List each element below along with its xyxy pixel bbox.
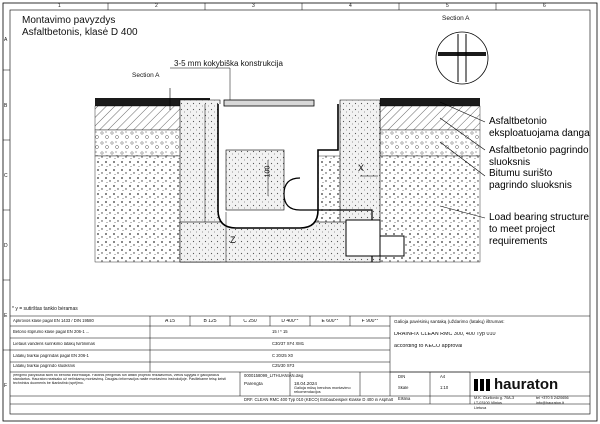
load-class-row-label: Apkrovos klasė pagal EN 1433 / DIN 19580: [13, 319, 94, 323]
load-class-b125: B 125: [203, 319, 217, 324]
load-class-d400: D 400**: [281, 319, 299, 324]
spec-row-4-value: C25/30 XF3: [272, 364, 295, 368]
brand-name: hauraton: [494, 376, 559, 393]
load-class-c250: C 250: [243, 319, 257, 324]
layer-label-bitumen-base: Bitumu surišto pagrindo sluoksnis: [489, 168, 572, 191]
brand-address-2: LT-03100 Vilnius: [474, 401, 502, 405]
spec-row-3-label: Latakų tvarkai pagrindas pagal EN 206-1: [13, 354, 89, 358]
border-marker-side-c: C: [4, 173, 8, 179]
scale-value: 1:10: [440, 386, 449, 390]
hauraton-mark-icon: [472, 377, 494, 393]
spec-row-4-label: Latakų tvarkai pagrindo sluoksnis: [13, 364, 75, 368]
asphalt-layer-right: [380, 98, 480, 106]
load-class-a15: A 15: [164, 319, 175, 324]
grate: [224, 100, 314, 106]
load-class-e600: E 600**: [321, 319, 339, 324]
dimension-x-label: X: [358, 163, 365, 173]
border-marker-side-a: A: [4, 37, 8, 43]
prepared-date: 18.04.2024: [294, 381, 317, 386]
din-value: A4: [440, 375, 446, 379]
cross-section: [95, 68, 480, 262]
brand-address-1: M.K. Čiurlionio g. 70A-3: [474, 396, 515, 400]
edition-label: Elšlina: [398, 397, 411, 401]
spec-row-1-value: 15 / * 15: [272, 330, 288, 334]
border-marker-side-d: D: [4, 243, 8, 249]
title-line-2: Asfaltbetonis, klasė D 400: [22, 27, 138, 38]
spec-row-2-value: C30/37 XF4 XM1: [272, 342, 305, 346]
spec-row-1-label: Betono stiprumo klasė pagal EN 206-1 ...: [13, 330, 90, 334]
section-label-main: Section A: [132, 72, 160, 79]
validity-note: Galioja mūsų bendros montavimo rekomendacijos: [294, 386, 351, 395]
footer-title: DRF. CLEAN RMC 400 Typ 010 (KECO) Einbaubeispiel Klasse D 400 in Asphalt: [244, 398, 393, 402]
product-number: 0000158099_LITHUANIAN.dwg: [244, 374, 304, 378]
title-line-1: Montavimo pavyzdys: [22, 15, 116, 26]
product-line-2: according to KECO approval: [394, 344, 463, 349]
product-line-1: DRAINFIX CLEAN RMC 300, 400 Typ 010: [394, 332, 496, 337]
filter-substrate: [226, 150, 284, 210]
section-label-detail: Section A: [442, 15, 470, 22]
disclaimer: Įrengimo pavyzdžiai skirti tik bendrai informacijai. Faktinis įrengimas turi atitikti projekto reikalavimus, vietos sąlygas ir galiojančius standartus. Hauraton neatsako už netinkamą montavimą. Daugiau informacijos rasite montavimo instrukcijoje. Pasiliekame teisę keisti techninius duomenis be išankstinio įspėjimo.: [13, 374, 226, 385]
border-marker-top-1: 1: [58, 3, 61, 9]
dimension-depth-value: 100: [264, 165, 272, 178]
dimension-z-label: Z: [230, 235, 236, 245]
brand-email[interactable]: info@hauraton.lt: [536, 401, 564, 405]
hauraton-logo: [472, 374, 588, 396]
border-marker-top-6: 6: [543, 3, 546, 9]
border-marker-top-2: 2: [155, 3, 158, 9]
border-marker-side-e: E: [4, 313, 8, 319]
prepared-label: Parengta: [244, 381, 263, 386]
layer-label-load-bearing: Load bearing structure to meet project requirements: [489, 212, 590, 247]
border-marker-side-b: B: [4, 103, 8, 109]
construction-note: 3-5 mm kokybiška konstrukcija: [174, 59, 283, 68]
project-header: Galioja pavėsinių santaką (uždarimo (latakų) ištrumas:: [394, 319, 505, 324]
spec-row-3-value: C 20/25 X0: [272, 354, 293, 358]
load-class-f900: F 900**: [361, 319, 379, 324]
footnote: * y = sutirštas tankio bėramas: [12, 306, 78, 312]
layer-label-asphalt-base: Asfaltbetonio pagrindo sluoksnis: [489, 145, 589, 168]
din-label: DIN: [398, 375, 406, 379]
asphalt-base-right: [380, 106, 480, 130]
border-marker-top-4: 4: [349, 3, 352, 9]
brand-phone: tel +370 5 2420656: [536, 396, 569, 400]
section-detail: [436, 32, 488, 84]
brand-address-3: Lietuva: [474, 406, 487, 410]
scale-label: Skalė: [398, 386, 409, 390]
bitumen-base-right: [380, 130, 480, 156]
spec-row-2-label: Lietaus vandens surinkimo latakų tvirtinimas: [13, 342, 95, 346]
layer-label-wearing-course: Asfaltbetonio eksploatuojama danga: [489, 116, 590, 139]
border-marker-top-5: 5: [446, 3, 449, 9]
border-marker-side-f: F: [4, 383, 8, 389]
border-marker-top-3: 3: [252, 3, 255, 9]
